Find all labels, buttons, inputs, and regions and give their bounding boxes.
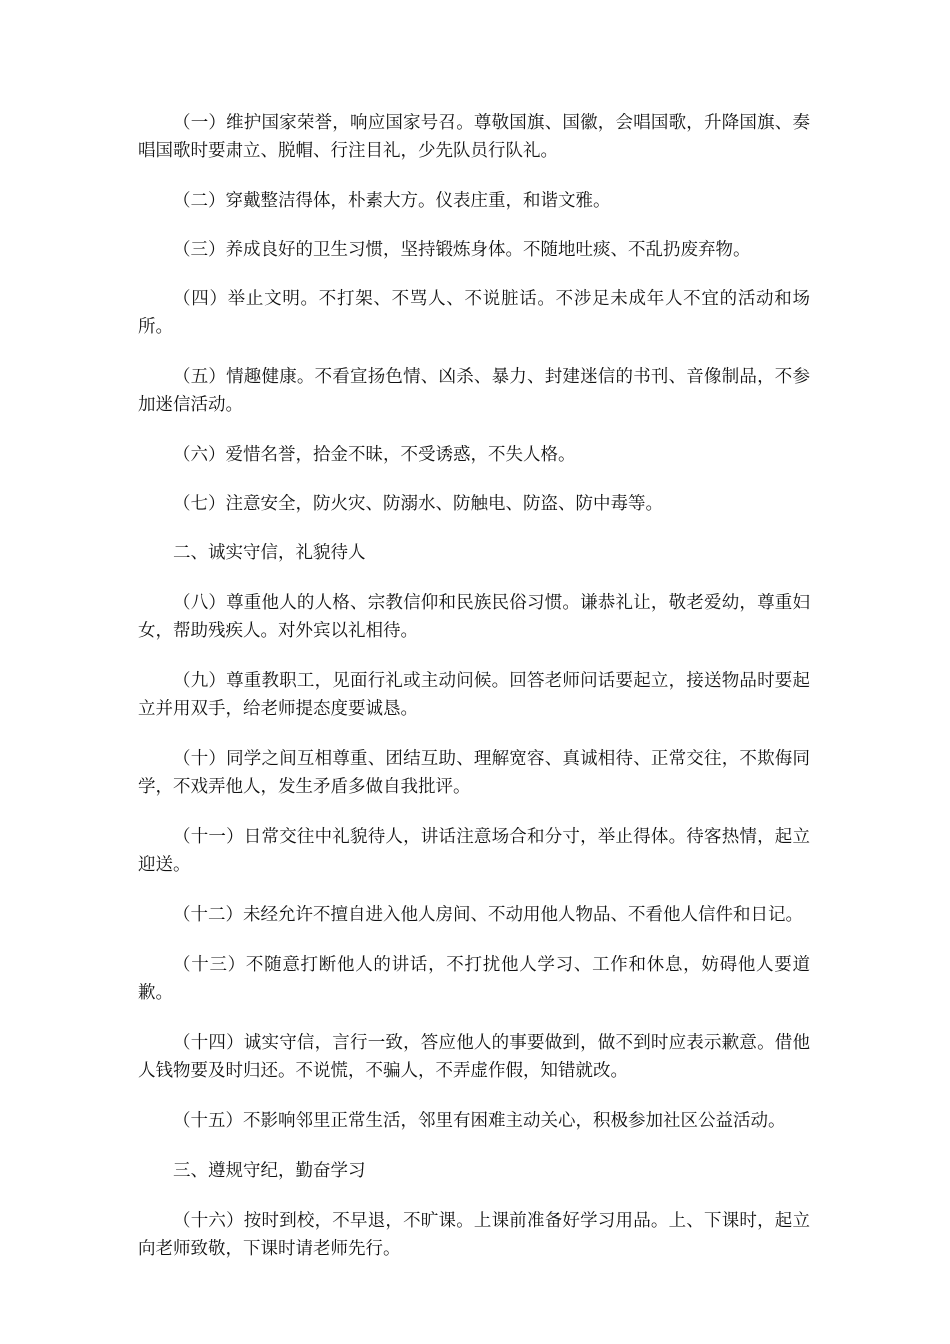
article-13: （十三）不随意打断他人的讲话，不打扰他人学习、工作和休息，妨碍他人要道歉。 <box>138 955 810 1003</box>
article-5: （五）情趣健康。不看宣扬色情、凶杀、暴力、封建迷信的书刊、音像制品，不参加迷信活动。 <box>138 367 810 415</box>
article-6: （六）爱惜名誉，拾金不昧，不受诱惑，不失人格。 <box>173 445 576 465</box>
article-3: （三）养成良好的卫生习惯，坚持锻炼身体。不随地吐痰、不乱扔废弃物。 <box>173 240 751 260</box>
article-14: （十四）诚实守信，言行一致，答应他人的事要做到，做不到时应表示歉意。借他人钱物要及时归还。不说慌，不骗人，不弄虚作假，知错就改。 <box>138 1033 810 1081</box>
article-11: （十一）日常交往中礼貌待人，讲话注意场合和分寸，举止得体。待客热情，起立迎送。 <box>138 827 810 875</box>
article-10: （十）同学之间互相尊重、团结互助、理解宽容、真诚相待、正常交往，不欺侮同学，不戏弄他人，发生矛盾多做自我批评。 <box>138 749 810 797</box>
article-8: （八）尊重他人的人格、宗教信仰和民族民俗习惯。谦恭礼让，敬老爱幼，尊重妇女，帮助残疾人。对外宾以礼相待。 <box>138 593 810 641</box>
article-2: （二）穿戴整洁得体，朴素大方。仪表庄重，和谐文雅。 <box>173 191 611 211</box>
section-heading-2: 二、诚实守信，礼貌待人 <box>173 543 366 563</box>
article-1: （一）维护国家荣誉，响应国家号召。尊敬国旗、国徽，会唱国歌，升降国旗、奏唱国歌时要肃立、脱帽、行注目礼，少先队员行队礼。 <box>138 113 810 161</box>
document-page <box>138 109 810 1285</box>
article-16: （十六）按时到校，不早退，不旷课。上课前准备好学习用品。上、下课时，起立向老师致敬，下课时请老师先行。 <box>138 1211 810 1259</box>
article-15: （十五）不影响邻里正常生活，邻里有困难主动关心，积极参加社区公益活动。 <box>173 1111 786 1131</box>
article-12: （十二）未经允许不擅自进入他人房间、不动用他人物品、不看他人信件和日记。 <box>173 905 803 925</box>
article-4: （四）举止文明。不打架、不骂人、不说脏话。不涉足未成年人不宜的活动和场所。 <box>138 289 810 337</box>
article-9: （九）尊重教职工，见面行礼或主动问候。回答老师问话要起立，接送物品时要起立并用双手，给老师提态度要诚恳。 <box>138 671 810 719</box>
article-7: （七）注意安全，防火灾、防溺水、防触电、防盗、防中毒等。 <box>173 494 663 514</box>
section-heading-3: 三、遵规守纪，勤奋学习 <box>173 1161 366 1181</box>
